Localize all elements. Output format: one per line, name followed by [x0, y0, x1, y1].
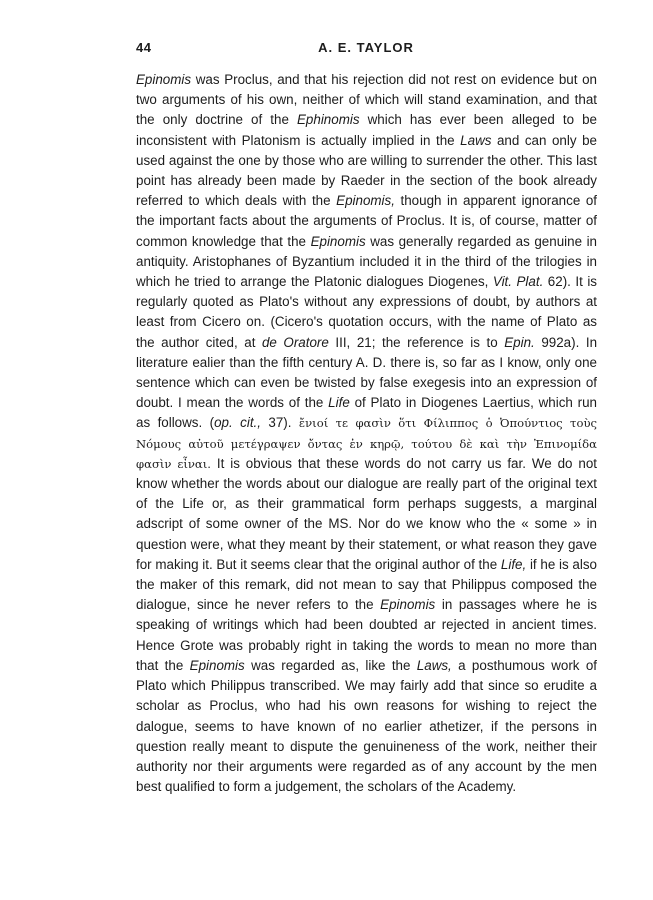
text-run: though in apparent ignorance of the important facts about the arguments of Proclus. It is, of course, matter of common knowledge that the: [136, 193, 597, 249]
italic-title: Laws,: [416, 657, 452, 673]
greek-quotation: ἔνιοί τε φασὶν ὅτι Φίλιππος ὁ Ὀπούντιος τοὺς Νόμους αὐτοῦ μετέγραψεν ὄντας ἐν κηρῷ, τούτου δὲ καὶ τὴν Ἐπινομίδα φασὶν εἶναι.: [136, 416, 597, 471]
running-head: A. E. TAYLOR: [318, 40, 414, 55]
italic-title: Vit. Plat.: [492, 274, 544, 290]
page-header: [136, 40, 596, 58]
text-run: 37).: [260, 415, 299, 431]
italic-title: Life,: [500, 556, 527, 572]
page-number: 44: [136, 40, 152, 55]
text-run: if he is also the maker of this remark, did not mean to say that Philippus composed the dialogue, since he never refers to the: [136, 556, 597, 613]
text-run: a posthumous work of Plato which Philippus transcribed. We may fairly add that since so erudite a scholar as Proclus, who had his own reasons for wishing to reject the dalogue, seems to have known of no earlier athetizer, if the persons in question really meant to dispute the genuineness of the work, neither their authority nor their arguments were regarded as of any account by the men best qualified to form a judgement, the scholars of the Academy.: [136, 657, 597, 795]
italic-title: Epinomis,: [336, 193, 395, 209]
body-paragraph: [136, 70, 597, 797]
text-run: which has ever been alleged to be inconsistent with Platonism is actually implied in the: [136, 112, 597, 148]
text-run: in passages where he is speaking of writings which had been doubted ar rejected in ancient times. Hence Grote was probably right in taking the words to mean no more than that the: [136, 597, 597, 673]
italic-title: op. cit.,: [214, 415, 261, 431]
italic-title: Epinomis: [189, 657, 245, 673]
text-run: III, 21; the reference is to: [328, 334, 505, 350]
italic-title: Life: [328, 395, 350, 411]
italic-title: de Oratore: [261, 334, 329, 350]
text-run: 62). It is regularly quoted as Plato's without any expressions of doubt, by authors at least from Cicero on. (Cicero's quotation occurs, with the name of Plato as the author cited, at: [136, 274, 597, 350]
italic-title: Epinomis: [380, 597, 436, 613]
italic-title: Epinomis: [136, 72, 192, 87]
text-run: was regarded as, like the: [244, 657, 417, 673]
italic-title: Laws: [460, 132, 492, 148]
text-run: and can only be used against the one by those who are willing to surrender the other. This last point has already been made by Raeder in the section of the book already referred to which deals with the: [136, 132, 597, 209]
italic-title: Epin.: [504, 334, 535, 350]
text-run: was Proclus, and that his rejection did not rest on evidence but on two arguments of his own, neither of which will stand examination, and that the only doctrine of the: [136, 72, 597, 128]
italic-title: Epinomis: [310, 233, 366, 249]
text-run: of Plato in Diogenes Laertius, which run as follows. (: [136, 395, 597, 431]
text-run: It is obvious that these words do not carry us far. We do not know whether the words about our dialogue are really part of the original text of the Life or, as their grammatical form perhaps suggests, a marginal adscript of some owner of the MS. Nor do we know who the « some » in question were, what they meant by their statement, or what reason they gave for making it. But it seems clear that the original author of the: [136, 455, 597, 572]
italic-title: Ephinomis: [297, 112, 360, 128]
text-run: 992a). In literature ealier than the fifth century A. D. there is, so far as I know, only one sentence which can even be twisted by false exegesis into an expression of doubt. I mean the words of the: [136, 334, 598, 411]
text-run: was generally regarded as genuine in antiquity. Aristophanes of Byzantium included it in the third of the trilogies in which he tried to arrange the Platonic dialogues Diogenes,: [136, 233, 598, 290]
